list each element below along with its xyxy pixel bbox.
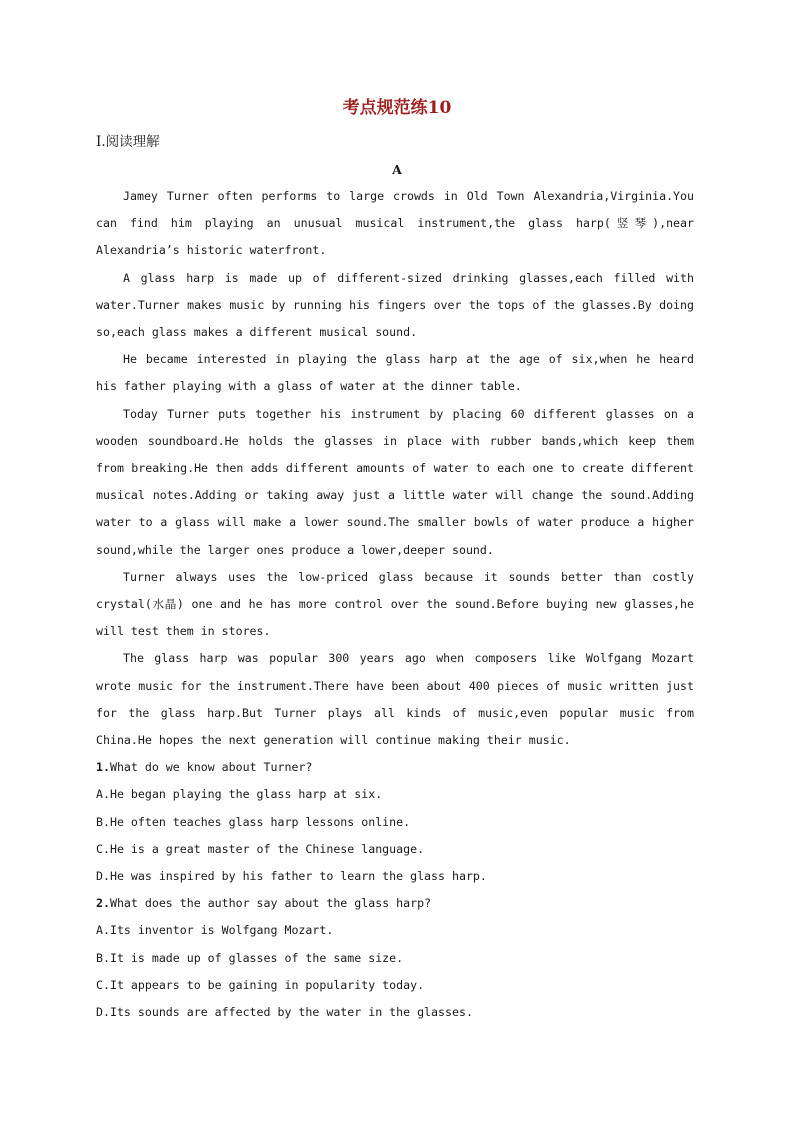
paragraph: He became interested in playing the glass harp at the age of six,when he heard his father playing with a glass of water at the dinner table. [96, 352, 694, 394]
page-title: 考点规范练10 [342, 98, 452, 118]
option-1c: C.He is a great master of the Chinese language. [96, 841, 425, 856]
option-2d: D.Its sounds are affected by the water in the glasses. [96, 1005, 473, 1020]
question-text: What do we know about Turner? [109, 760, 313, 775]
paragraph: Turner always uses the low-priced glass because it sounds better than costly crystal(水晶) one and he has more control over the sound.Before buying new glasses,he will test them in stores. [96, 569, 694, 639]
paragraph: The glass harp was popular 300 years ago when composers like Wolfgang Mozart wrote music for the instrument.There have been about 400 pieces of music written just for the glass harp.But Turner plays all kinds of music,even popular music from China.He hopes the next generation will continue making their music. [96, 651, 694, 748]
section-heading: Ⅰ.阅读理解 [96, 134, 160, 150]
option-1b: B.He often teaches glass harp lessons online. [96, 814, 411, 829]
passage-body [96, 183, 694, 1026]
paragraph: Jamey Turner often performs to large crowds in Old Town Alexandria,Virginia.You can find him playing an unusual musical instrument,the glass harp(竖琴),near Alexandria’s historic waterfront. [96, 189, 694, 258]
question-number: 2. [96, 896, 110, 911]
passage-label: A [392, 162, 402, 177]
option-2c: C.It appears to be gaining in popularity today. [96, 977, 425, 992]
question-number: 1. [96, 760, 110, 775]
option-2b: B.It is made up of glasses of the same size. [96, 950, 404, 965]
question-text: What does the author say about the glass harp? [109, 896, 432, 911]
paragraph: A glass harp is made up of different-sized drinking glasses,each filled with water.Turner makes music by running his fingers over the tops of the glasses.By doing so,each glass makes a different musical sound. [96, 270, 694, 340]
paragraph: Today Turner puts together his instrument by placing 60 different glasses on a wooden soundboard.He holds the glasses in place with rubber bands,which keep them from breaking.He then adds different amounts of water to each one to create different musical notes.Adding or taking away just a little water will change the sound.Adding water to a glass will make a lower sound.The smaller bowls of water produce a higher sound,while the larger ones produce a lower,deeper sound. [96, 406, 694, 557]
option-1a: A.He began playing the glass harp at six. [96, 787, 383, 802]
option-2a: A.Its inventor is Wolfgang Mozart. [96, 923, 334, 938]
question-1 [96, 754, 694, 781]
option-1d: D.He was inspired by his father to learn the glass harp. [96, 869, 487, 884]
question-2 [96, 890, 694, 917]
